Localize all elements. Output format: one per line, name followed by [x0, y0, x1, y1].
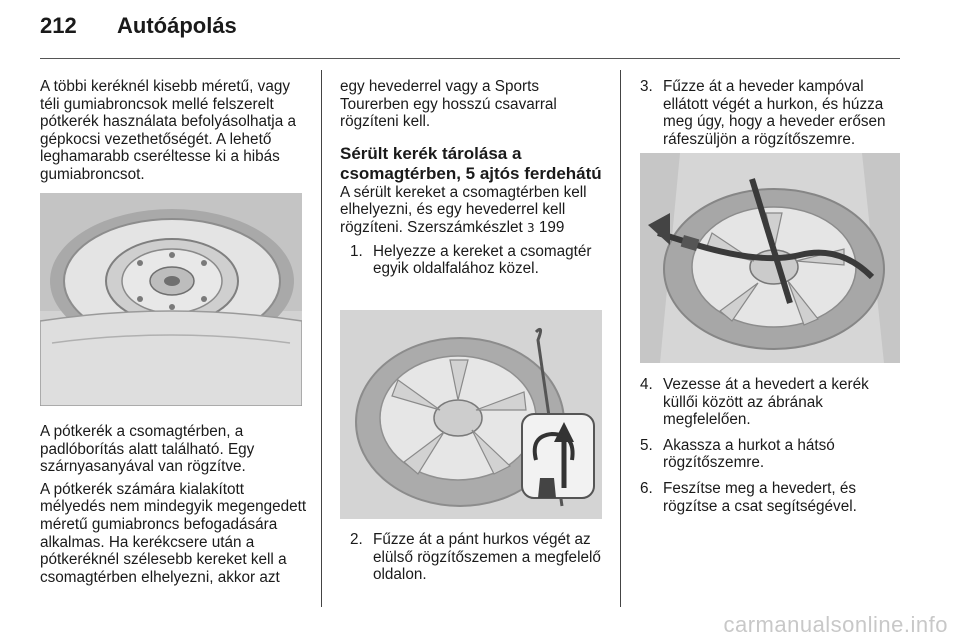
strap-routing-figure [640, 153, 900, 363]
damaged-wheel-illustration [340, 310, 602, 519]
column-divider-right [620, 70, 621, 607]
page-ref-arrow-icon: 3 [527, 220, 535, 235]
step-5 [640, 437, 902, 472]
column-right-lower [640, 376, 902, 523]
step-number: 1. [350, 242, 363, 260]
step-number: 6. [640, 479, 653, 497]
column-middle [340, 78, 610, 286]
header-rule [40, 58, 900, 59]
page-number: 212 [40, 13, 77, 38]
paragraph-spare-wheel-effect: A többi keréknél kisebb méretű, vagy téli gumiabroncsok mellé felszerelt pótkerék használata befolyásolhatja a gépkocsi vezethetőségét. A lehető leghamarabb cseréltesse ki a hibás gumiabroncsot. [40, 78, 296, 183]
column-divider-left [321, 70, 322, 607]
step-text: Helyezze a kereket a csomagtér egyik oldalfalához közel. [373, 242, 592, 278]
column-middle-lower [340, 531, 610, 592]
spare-wheel-figure [40, 193, 302, 406]
column-left-lower [40, 423, 312, 591]
step-number: 5. [640, 436, 653, 454]
step-text: Vezesse át a hevedert a kerék küllői között az ábrának megfelelően. [663, 376, 869, 429]
spare-wheel-illustration [40, 193, 302, 406]
step-number: 3. [640, 78, 653, 95]
paragraph-damaged-wheel-text: A sérült kereket a csomagtérben kell elhelyezni, és egy hevederrel kell rögzíteni. Szerszámkészlet [340, 183, 587, 236]
step-text: Fűzze át a pánt hurkos végét az elülső rögzítőszemen a megfelelő oldalon. [373, 531, 601, 584]
paragraph-strap-continuation: egy hevederrel vagy a Sports Tourerben egy hosszú csavarral rögzíteni kell. [340, 78, 557, 131]
step-3 [640, 78, 902, 148]
watermark: carmanualsonline.info [723, 612, 948, 637]
column-left [40, 78, 312, 189]
damaged-wheel-figure [340, 310, 602, 519]
step-number: 2. [350, 531, 363, 548]
section-title: Autóápolás [117, 13, 237, 38]
subheading-damaged-wheel: Sérült kerék tárolása a csomagtérben, 5 ajtós ferdehátú [340, 143, 602, 183]
step-number: 4. [640, 376, 653, 393]
step-text: Feszítse meg a hevedert, és rögzítse a csat segítségével. [663, 479, 857, 515]
step-6 [640, 480, 902, 515]
paragraph-damaged-wheel [340, 184, 610, 238]
page-ref-number: 199 [538, 218, 565, 236]
paragraph-spare-wheel-recess: A pótkerék számára kialakított mélyedés nem mindegyik megengedett méretű gumiabroncs befogadására alkalmas. Ha kerékcsere után a pótkeréknél szélesebb kereket kell a csomagtérben elhelyezni, akkor azt [40, 480, 307, 586]
step-1 [350, 243, 610, 278]
column-right [640, 78, 902, 156]
step-text: Fűzze át a heveder kampóval ellátott végét a hurkon, és húzza meg úgy, hogy a heveder erősen ráfeszüljön a rögzítőszemre. [663, 78, 886, 148]
paragraph-spare-wheel-location: A pótkerék a csomagtérben, a padlóborítás alatt található. Egy szárnyasanyával van rögzítve. [40, 423, 255, 476]
strap-routing-illustration [640, 153, 900, 363]
step-2 [350, 531, 610, 584]
step-4 [640, 376, 902, 429]
step-text: Akassza a hurkot a hátsó rögzítőszemre. [663, 436, 835, 472]
